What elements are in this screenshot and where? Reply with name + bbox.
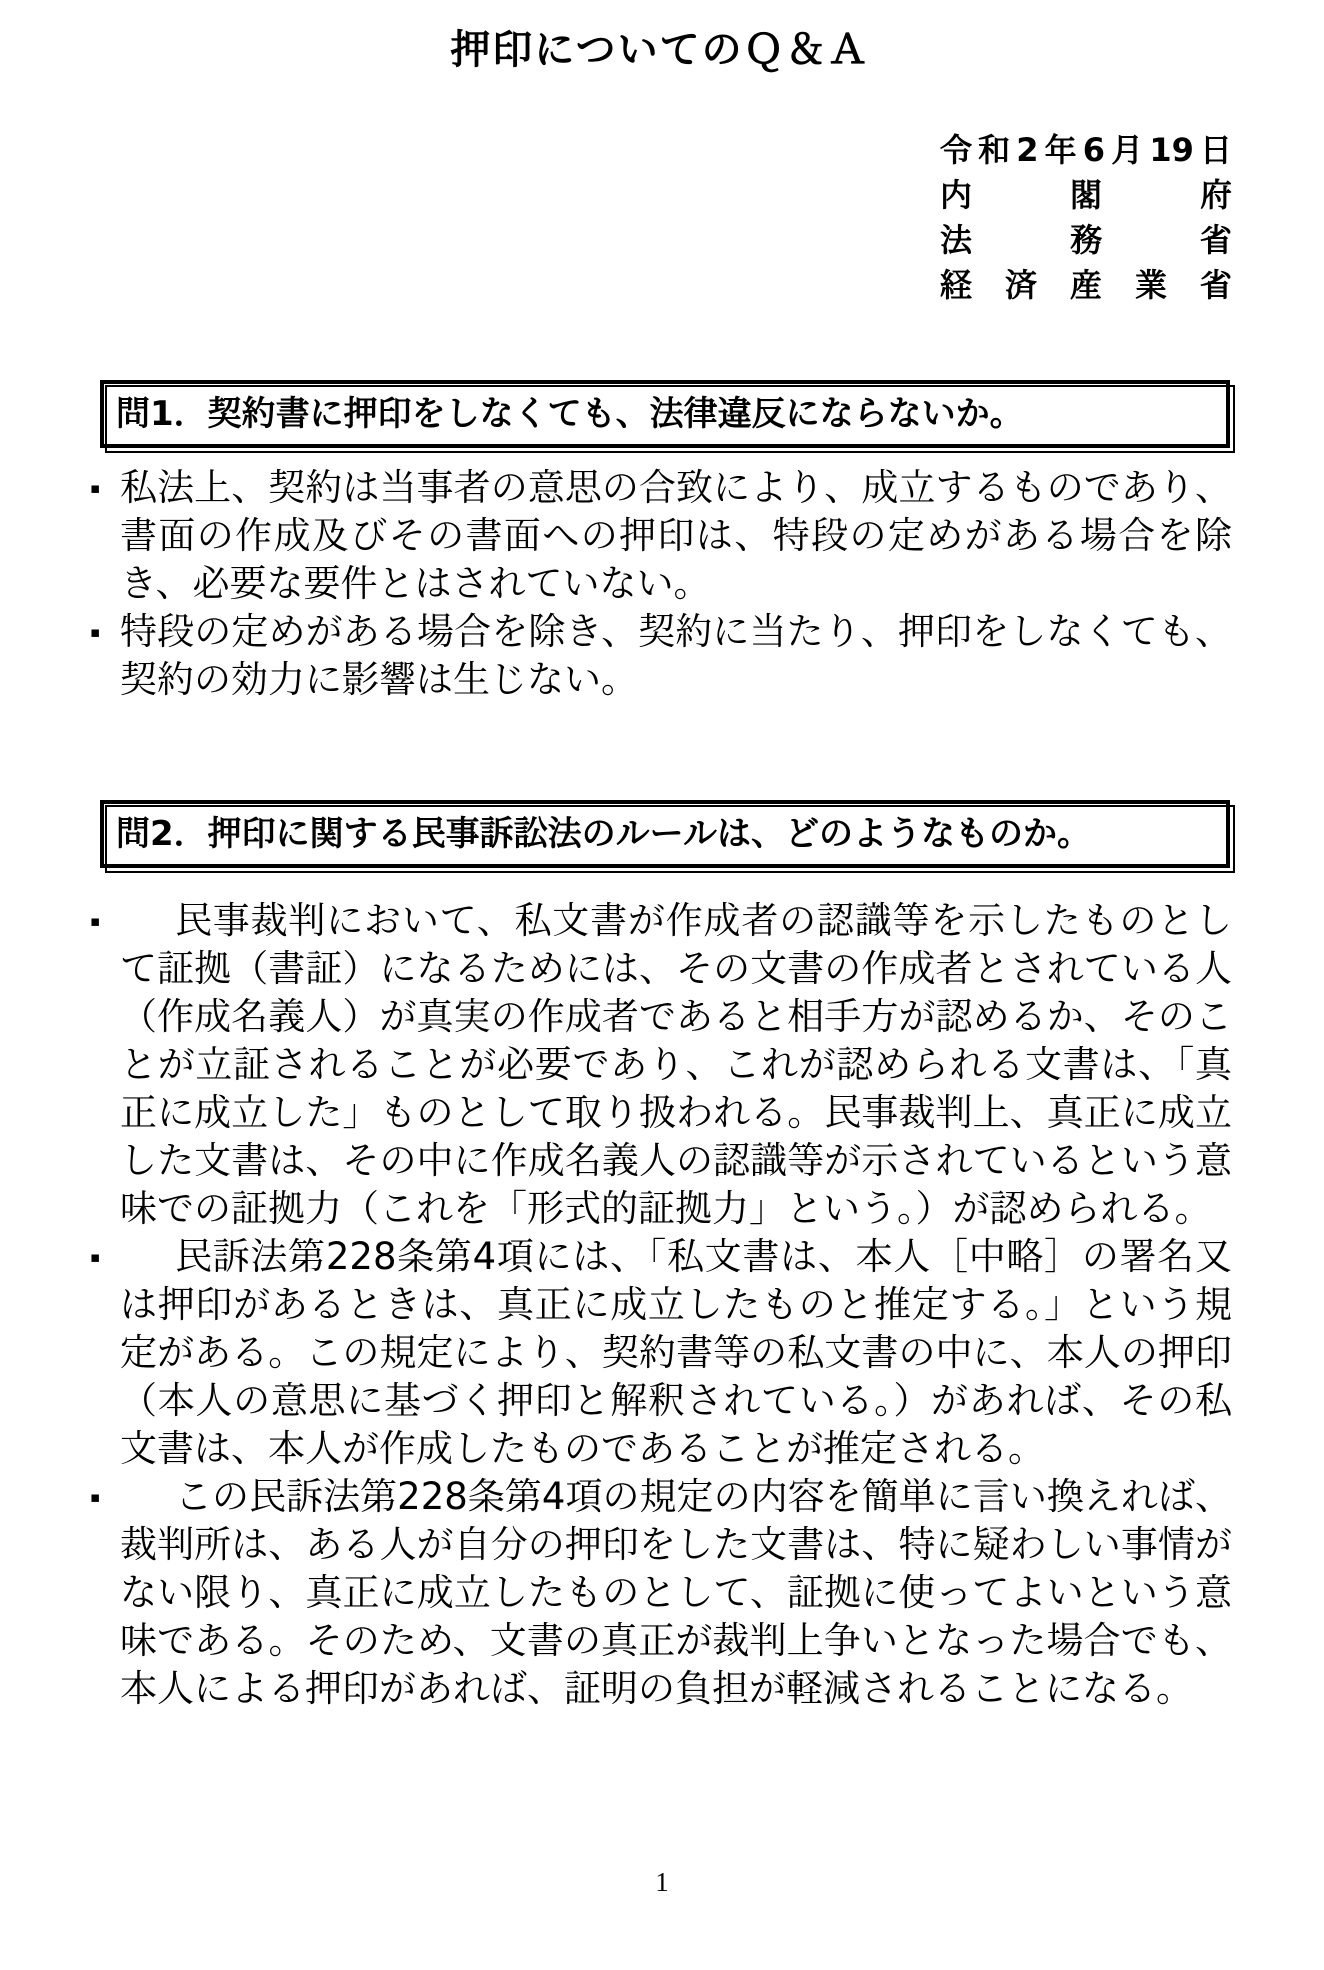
answer-bullet-item — [88, 464, 1232, 608]
question-1-heading: 問1．契約書に押印をしなくても、法律違反にならないか。 — [116, 394, 1024, 434]
question-2-answers — [88, 897, 1232, 1713]
page-number: 1 — [655, 1867, 669, 1897]
question-2-heading: 問2．押印に関する民事訴訟法のルールは、どのようなものか。 — [116, 814, 1091, 854]
answer-bullet-item — [88, 1473, 1232, 1713]
question-1-section — [88, 380, 1232, 704]
question-1-answers — [88, 464, 1232, 704]
answer-bullet-item — [88, 1233, 1232, 1473]
ministry-of-justice: 法 務 省 — [940, 221, 1232, 259]
answer-text: 民訴法第228条第4項には、「私文書は、本人［中略］の署名又は押印があるときは、真正に成立したものと推定する。」という規定がある。この規定により、契約書等の私文書の中に、本人の押印（本人の意思に基づく押印と解釈されている。）があれば、その私文書は、本人が作成したものであることが推定される。 — [120, 1235, 1232, 1470]
answer-bullet-item — [88, 897, 1232, 1233]
question-2-section — [88, 800, 1232, 1713]
byline-block — [940, 128, 1232, 308]
bullet-icon: ▪ — [90, 1488, 101, 1506]
ministry-cabinet-office: 内 閣 府 — [940, 176, 1232, 214]
bullet-icon: ▪ — [90, 479, 101, 497]
answer-text: この民訴法第228条第4項の規定の内容を簡単に言い換えれば、裁判所は、ある人が自分の押印をした文書は、特に疑わしい事情がない限り、真正に成立したものとして、証拠に使ってよいという意味である。そのため、文書の真正が裁判上争いとなった場合でも、本人による押印があれば、証明の負担が軽減されることになる。 — [120, 1475, 1232, 1710]
answer-text: 民事裁判において、私文書が作成者の認識等を示したものとして証拠（書証）になるためには、その文書の作成者とされている人（作成名義人）が真実の作成者であると相手方が認めるか、そのことが立証されることが必要であり、これが認められる文書は、「真正に成立した」ものとして取り扱われる。民事裁判上、真正に成立した文書は、その中に作成名義人の認識等が示されているという意味での証拠力（これを「形式的証拠力」という。）が認められる。 — [120, 899, 1232, 1230]
ministry-of-economy: 経 済 産 業 省 — [940, 266, 1232, 304]
document-date: 令和2年6月19日 — [940, 131, 1232, 169]
answer-text: 私法上、契約は当事者の意思の合致により、成立するものであり、書面の作成及びその書面への押印は、特段の定めがある場合を除き、必要な要件とはされていない。 — [120, 466, 1232, 605]
question-1-heading-box — [100, 380, 1230, 448]
answer-bullet-item — [88, 608, 1232, 704]
bullet-icon: ▪ — [90, 623, 101, 641]
answer-text: 特段の定めがある場合を除き、契約に当たり、押印をしなくても、契約の効力に影響は生じない。 — [120, 610, 1232, 701]
page-title: 押印についてのＱ＆Ａ — [450, 27, 870, 73]
bullet-icon: ▪ — [90, 1248, 101, 1266]
bullet-icon: ▪ — [90, 912, 101, 930]
question-2-heading-box — [100, 800, 1230, 868]
